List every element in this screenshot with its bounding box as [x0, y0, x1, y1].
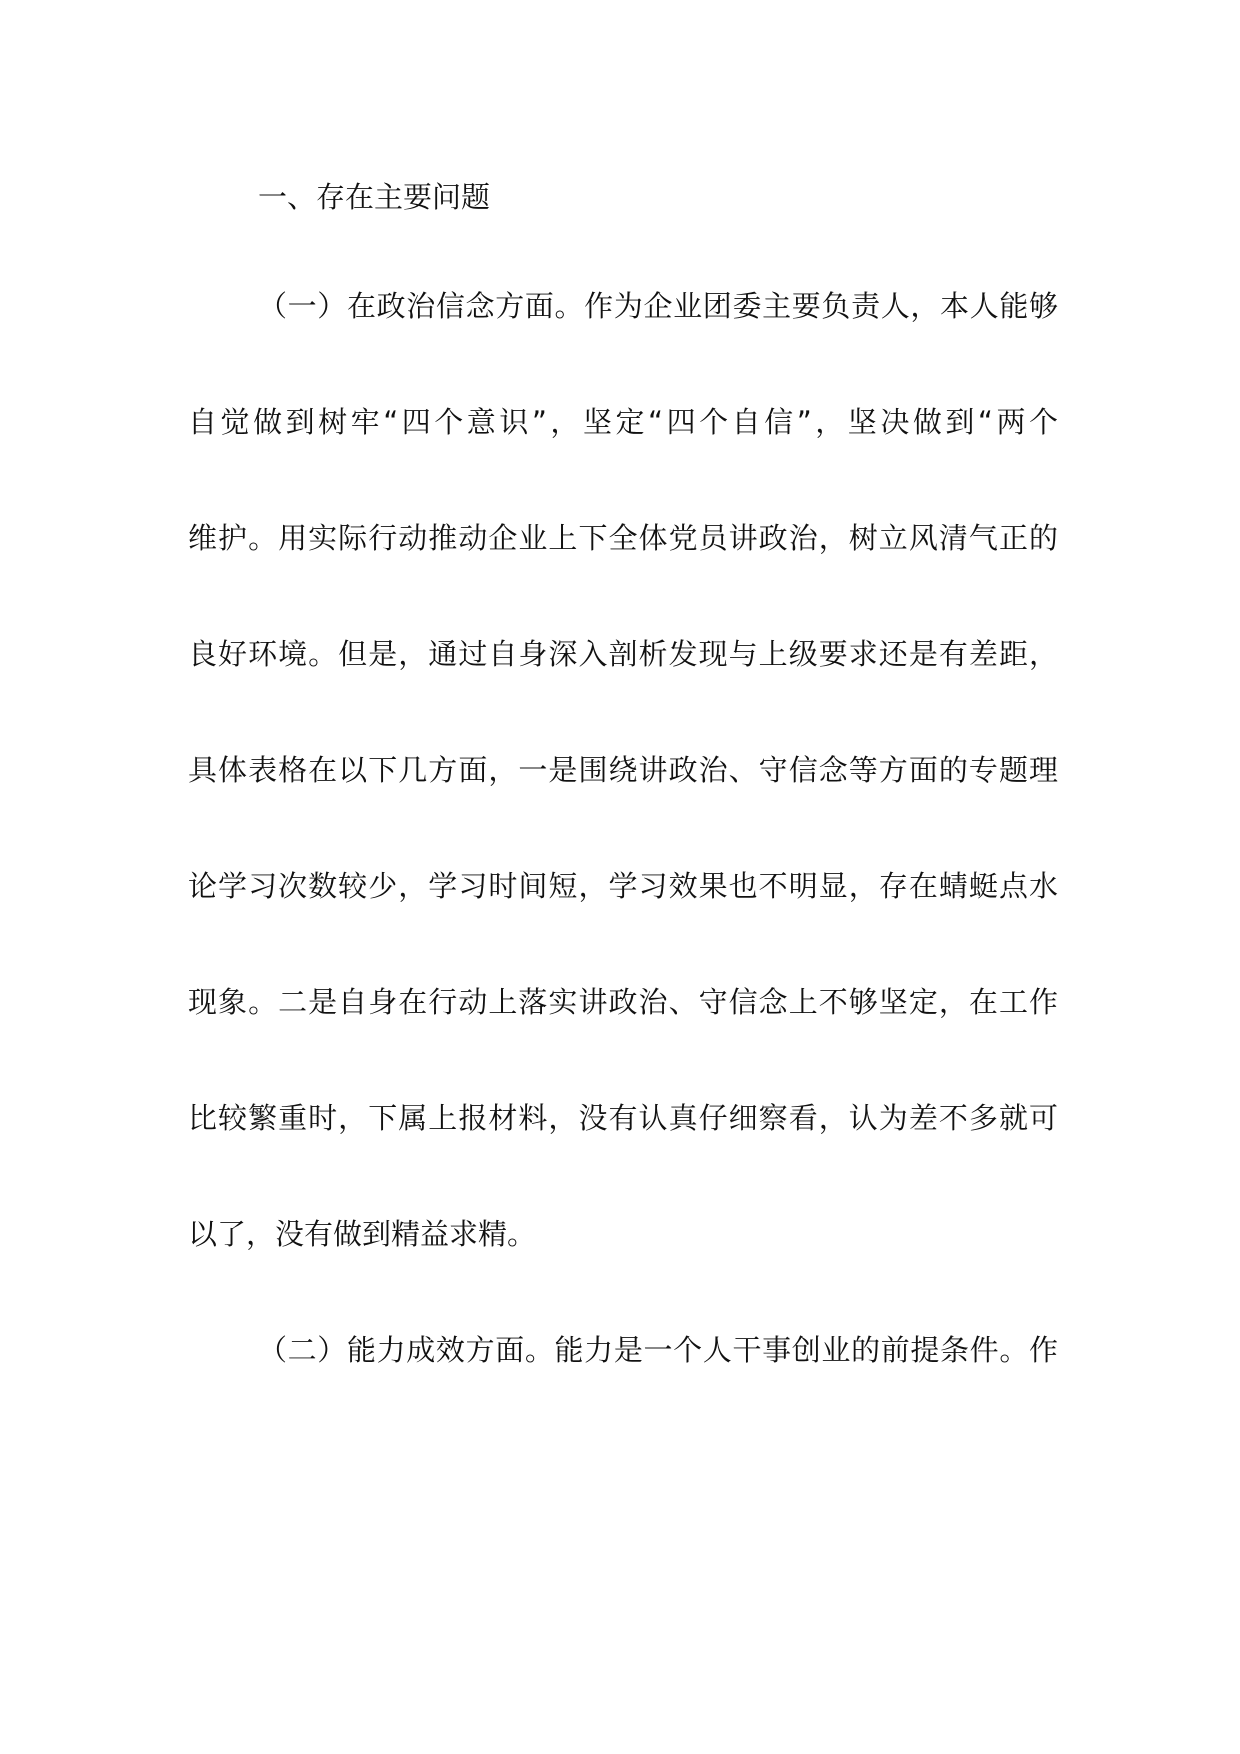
paragraph-1-line-4: 良好环境。但是，通过自身深入剖析发现与上级要求还是有差距， [188, 637, 1058, 671]
paragraph-1-line-9: 以了，没有做到精益求精。 [188, 1217, 537, 1251]
paragraph-1-line-8: 比较繁重时，下属上报材料，没有认真仔细察看，认为差不多就可 [188, 1101, 1058, 1135]
paragraph-1-line-6: 论学习次数较少，学习时间短，学习效果也不明显，存在蜻蜓点水 [188, 869, 1058, 903]
paragraph-1-line-1: （一）在政治信念方面。作为企业团委主要负责人，本人能够 [258, 289, 1058, 323]
paragraph-1-line-3: 维护。用实际行动推动企业上下全体党员讲政治，树立风清气正的 [188, 521, 1058, 555]
paragraph-1-line-5: 具体表格在以下几方面，一是围绕讲政治、守信念等方面的专题理 [188, 753, 1058, 787]
paragraph-1-line-2: 自觉做到树牢“四个意识”，坚定“四个自信”，坚决做到“两个 [188, 405, 1058, 439]
paragraph-2-line-1: （二）能力成效方面。能力是一个人干事创业的前提条件。作 [258, 1333, 1058, 1367]
section-heading: 一、存在主要问题 [258, 180, 491, 214]
paragraph-1-line-7: 现象。二是自身在行动上落实讲政治、守信念上不够坚定，在工作 [188, 985, 1058, 1019]
